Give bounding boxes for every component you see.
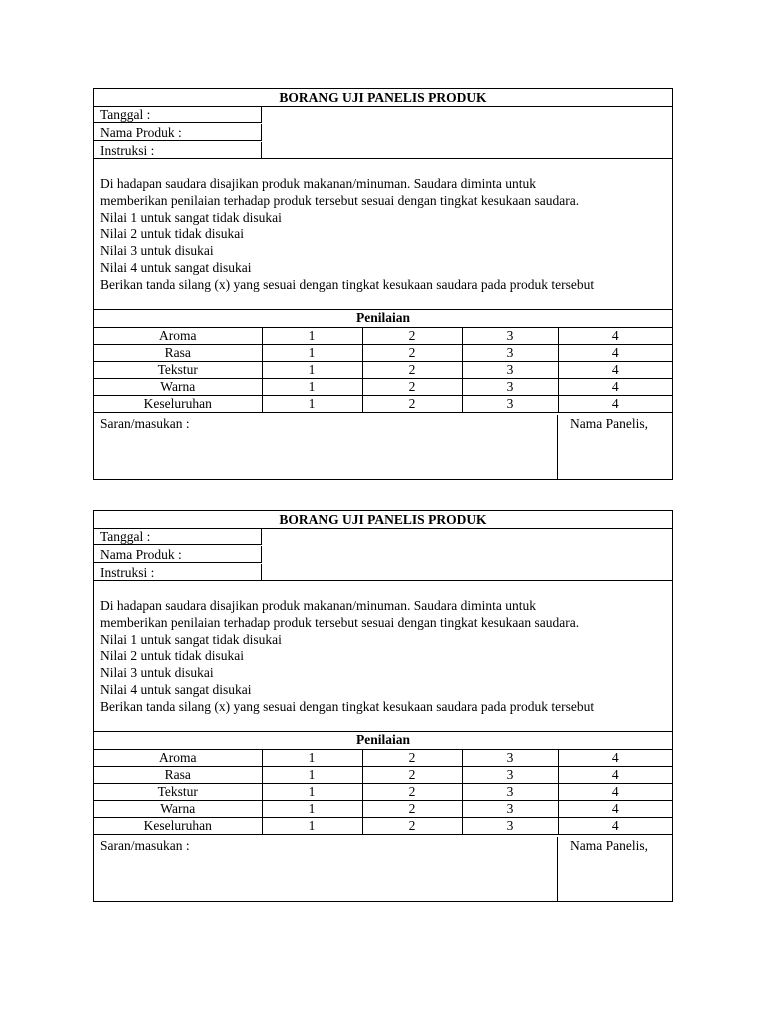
criterion-label: Aroma — [94, 328, 262, 345]
saran-label: Saran/masukan : — [100, 838, 190, 853]
instruction-line: Berikan tanda silang (x) yang sesuai dengan tingkat kesukaan saudara pada produk tersebut — [100, 276, 595, 292]
divider — [94, 158, 672, 159]
panelis-area[interactable] — [558, 415, 672, 479]
score-cell[interactable]: 4 — [558, 328, 672, 345]
score-cell[interactable]: 4 — [558, 362, 672, 379]
score-cell[interactable]: 4 — [558, 379, 672, 396]
criterion-label: Rasa — [94, 767, 262, 784]
score-cell[interactable]: 1 — [262, 767, 362, 784]
form-title: BORANG UJI PANELIS PRODUK — [94, 89, 672, 107]
score-cell[interactable]: 3 — [462, 750, 558, 767]
criterion-label: Keseluruhan — [94, 396, 262, 413]
instruction-line: Nilai 3 untuk disukai — [100, 243, 214, 259]
table-row — [94, 345, 672, 362]
score-cell[interactable]: 4 — [558, 750, 672, 767]
score-cell[interactable]: 4 — [558, 345, 672, 362]
score-cell[interactable]: 1 — [262, 396, 362, 413]
form-title: BORANG UJI PANELIS PRODUK — [94, 511, 672, 529]
score-cell[interactable]: 2 — [362, 396, 462, 413]
score-cell[interactable]: 1 — [262, 345, 362, 362]
rating-title: Penilaian — [355, 732, 410, 747]
score-cell[interactable]: 3 — [462, 328, 558, 345]
table-row — [94, 750, 672, 767]
score-cell[interactable]: 4 — [558, 784, 672, 801]
score-cell[interactable]: 1 — [262, 801, 362, 818]
criterion-label: Warna — [94, 801, 262, 818]
instruction-line: Nilai 2 untuk tidak disukai — [100, 648, 244, 664]
score-cell[interactable]: 1 — [262, 328, 362, 345]
table-row — [94, 767, 672, 784]
table-row — [94, 396, 672, 413]
instruction-line: Nilai 3 untuk disukai — [100, 665, 214, 681]
score-cell[interactable]: 3 — [462, 345, 558, 362]
score-cell[interactable]: 2 — [362, 801, 462, 818]
panel-test-form-1 — [93, 88, 673, 480]
instruction-line: Nilai 4 untuk sangat disukai — [100, 259, 252, 275]
score-cell[interactable]: 1 — [262, 784, 362, 801]
rating-table — [94, 327, 672, 413]
criterion-label: Warna — [94, 379, 262, 396]
score-cell[interactable]: 3 — [462, 767, 558, 784]
instruction-line: Berikan tanda silang (x) yang sesuai dengan tingkat kesukaan saudara pada produk tersebut — [100, 698, 595, 714]
score-cell[interactable]: 1 — [262, 750, 362, 767]
field-value-area[interactable] — [262, 106, 672, 158]
score-cell[interactable]: 2 — [362, 750, 462, 767]
criterion-label: Keseluruhan — [94, 818, 262, 835]
instruction-line: memberikan penilaian terhadap produk tersebut sesuai dengan tingkat kesukaan saudara. — [100, 614, 580, 630]
table-row — [94, 784, 672, 801]
score-cell[interactable]: 2 — [362, 818, 462, 835]
saran-label: Saran/masukan : — [100, 416, 190, 431]
score-cell[interactable]: 2 — [362, 379, 462, 396]
score-cell[interactable]: 2 — [362, 767, 462, 784]
score-cell[interactable]: 3 — [462, 379, 558, 396]
table-row — [94, 801, 672, 818]
instruksi-label: Instruksi : — [94, 142, 262, 158]
score-cell[interactable]: 2 — [362, 784, 462, 801]
score-cell[interactable]: 1 — [262, 818, 362, 835]
score-cell[interactable]: 4 — [558, 818, 672, 835]
saran-area[interactable] — [94, 837, 558, 901]
rating-title: Penilaian — [355, 310, 410, 325]
score-cell[interactable]: 2 — [362, 328, 462, 345]
instruction-line: Nilai 1 untuk sangat tidak disukai — [100, 631, 282, 647]
table-row — [94, 362, 672, 379]
instruction-line: Nilai 2 untuk tidak disukai — [100, 226, 244, 242]
score-cell[interactable]: 3 — [462, 784, 558, 801]
saran-area[interactable] — [94, 415, 558, 479]
instruction-line: Nilai 1 untuk sangat tidak disukai — [100, 209, 282, 225]
score-cell[interactable]: 4 — [558, 767, 672, 784]
score-cell[interactable]: 1 — [262, 379, 362, 396]
divider — [94, 580, 672, 581]
tanggal-label: Tanggal : — [94, 106, 262, 123]
panel-test-form-2 — [93, 510, 673, 902]
instruction-line: memberikan penilaian terhadap produk tersebut sesuai dengan tingkat kesukaan saudara. — [100, 192, 580, 208]
panelis-label: Nama Panelis, — [570, 838, 648, 853]
criterion-label: Tekstur — [94, 362, 262, 379]
tanggal-label: Tanggal : — [94, 528, 262, 545]
rating-table — [94, 749, 672, 835]
panelis-area[interactable] — [558, 837, 672, 901]
criterion-label: Aroma — [94, 750, 262, 767]
criterion-label: Rasa — [94, 345, 262, 362]
instruksi-label: Instruksi : — [94, 564, 262, 580]
score-cell[interactable]: 2 — [362, 345, 462, 362]
table-row — [94, 328, 672, 345]
table-row — [94, 818, 672, 835]
field-value-area[interactable] — [262, 528, 672, 580]
score-cell[interactable]: 1 — [262, 362, 362, 379]
score-cell[interactable]: 3 — [462, 801, 558, 818]
score-cell[interactable]: 3 — [462, 818, 558, 835]
score-cell[interactable]: 3 — [462, 362, 558, 379]
score-cell[interactable]: 4 — [558, 396, 672, 413]
criterion-label: Tekstur — [94, 784, 262, 801]
instruction-line: Nilai 4 untuk sangat disukai — [100, 681, 252, 697]
instruction-line: Di hadapan saudara disajikan produk makanan/minuman. Saudara diminta untuk — [100, 598, 537, 613]
score-cell[interactable]: 3 — [462, 396, 558, 413]
panelis-label: Nama Panelis, — [570, 416, 648, 431]
nama-produk-label: Nama Produk : — [94, 124, 262, 141]
nama-produk-label: Nama Produk : — [94, 546, 262, 563]
instructions-block — [100, 598, 668, 716]
score-cell[interactable]: 4 — [558, 801, 672, 818]
table-row — [94, 379, 672, 396]
instructions-block — [100, 176, 668, 294]
score-cell[interactable]: 2 — [362, 362, 462, 379]
instruction-line: Di hadapan saudara disajikan produk makanan/minuman. Saudara diminta untuk — [100, 176, 537, 191]
